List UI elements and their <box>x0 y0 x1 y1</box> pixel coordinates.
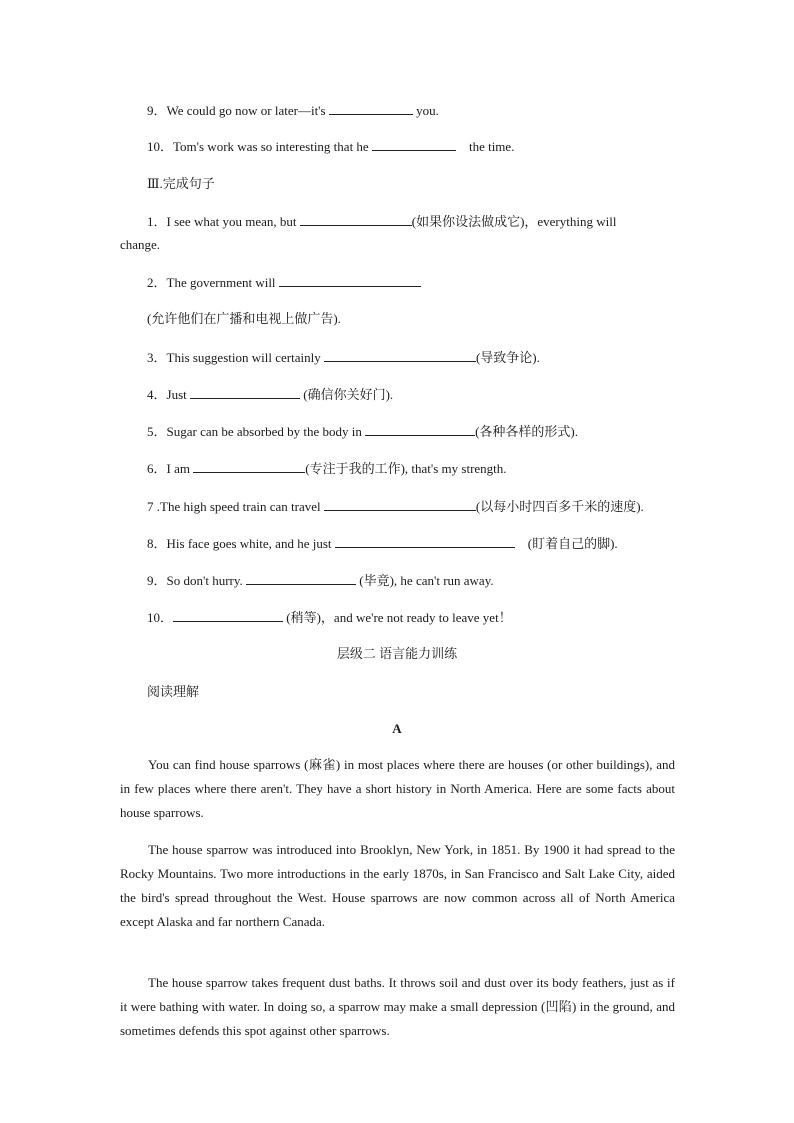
reading-section-title: 阅读理解 <box>147 684 200 699</box>
sentence-9 <box>147 572 494 589</box>
reading-paragraph-3: The house sparrow takes frequent dust baths. It throws soil and dust over its body feathers, just as if it were bathing with water. In doing so, a sparrow may make a small depression (凹陷) in the ground, and sometimes defends this spot against other sparrows. <box>120 975 675 1038</box>
answer-blank[interactable] <box>190 386 300 399</box>
answer-blank[interactable] <box>324 349 476 362</box>
level-2-title: 层级二 语言能力训练 <box>336 646 458 661</box>
sentence-1-continued: change. <box>120 237 161 252</box>
sentence-text: I am <box>166 461 194 476</box>
reading-paragraph-1: You can find house sparrows (麻雀) in most places where there are houses (or other buildings), and in few places where there aren't. They have a short history in North America. Here are some facts about house sparrows. <box>120 757 675 820</box>
sentence-number: 4． <box>147 387 167 402</box>
section-title-complete-sentences: Ⅲ.完成句子 <box>147 176 215 191</box>
answer-blank[interactable] <box>365 423 475 436</box>
answer-blank[interactable] <box>372 138 456 151</box>
sentence-number: 6． <box>147 461 167 476</box>
answer-blank[interactable] <box>246 572 356 585</box>
sentence-text: This suggestion will certainly <box>166 350 324 365</box>
exercise-text: We could go now or later—it's <box>166 103 329 118</box>
passage-label: A <box>392 721 402 736</box>
sentence-hint: (导致争论). <box>475 350 540 365</box>
sentence-10 <box>147 609 512 626</box>
sentence-4 <box>147 386 393 403</box>
sentence-text: Just <box>166 387 190 402</box>
sentence-text: The government will <box>166 275 279 290</box>
sentence-hint: (各种各样的形式). <box>475 424 578 439</box>
answer-blank[interactable] <box>173 609 283 622</box>
answer-blank[interactable] <box>300 213 412 226</box>
sentence-number: 10． <box>147 610 174 625</box>
exercise-number: 10． <box>147 139 174 154</box>
sentence-3 <box>147 349 540 366</box>
sentence-text: Sugar can be absorbed by the body in <box>166 424 366 439</box>
answer-blank[interactable] <box>329 102 413 115</box>
sentence-1 <box>147 213 616 230</box>
sentence-text: The high speed train can travel <box>160 499 324 514</box>
sentence-text: I see what you mean, but <box>166 214 300 229</box>
sentence-hint: (稍等)，and we're not ready to leave yet！ <box>283 610 512 625</box>
reading-paragraph-2: The house sparrow was introduced into Brooklyn, New York, in 1851. By 1900 it had spread to the Rocky Mountains. Two more introductions in the early 1870s, in San Francisco and Salt Lake City, aided the bird's spread throughout the West. House sparrows are now common across all of North America except Alaska and far northern Canada. <box>120 842 675 929</box>
sentence-number: 7 . <box>147 499 160 514</box>
sentence-2 <box>147 274 421 291</box>
sentence-number: 8． <box>147 536 167 551</box>
answer-blank[interactable] <box>324 498 476 511</box>
sentence-hint: (以每小时四百多千米的速度). <box>475 499 644 514</box>
exercise-text: Tom's work was so interesting that he <box>173 139 372 154</box>
exercise-text-after: the time. <box>455 139 515 154</box>
sentence-hint: (如果你设法做成它)，everything will <box>411 214 617 229</box>
answer-blank[interactable] <box>279 274 421 287</box>
answer-blank[interactable] <box>335 535 515 548</box>
sentence-text: His face goes white, and he just <box>166 536 335 551</box>
sentence-number: 9． <box>147 573 167 588</box>
exercise-10 <box>147 138 514 155</box>
exercise-9 <box>147 102 439 119</box>
sentence-5 <box>147 423 578 440</box>
sentence-number: 3． <box>147 350 167 365</box>
sentence-number: 2． <box>147 275 167 290</box>
sentence-6 <box>147 460 507 477</box>
sentence-7 <box>147 498 644 515</box>
sentence-hint: (盯着自己的脚). <box>514 536 618 551</box>
sentence-hint: (确信你关好门). <box>300 387 394 402</box>
exercise-number: 9． <box>147 103 167 118</box>
sentence-hint: (专注于我的工作), that's my strength. <box>305 461 507 476</box>
sentence-hint: (毕竟), he can't run away. <box>356 573 494 588</box>
answer-blank[interactable] <box>193 460 305 473</box>
sentence-2-hint: (允许他们在广播和电视上做广告). <box>147 311 341 326</box>
sentence-text: So don't hurry. <box>166 573 247 588</box>
sentence-8 <box>147 535 618 552</box>
sentence-number: 5． <box>147 424 167 439</box>
sentence-number: 1． <box>147 214 167 229</box>
exercise-text-after: you. <box>412 103 439 118</box>
